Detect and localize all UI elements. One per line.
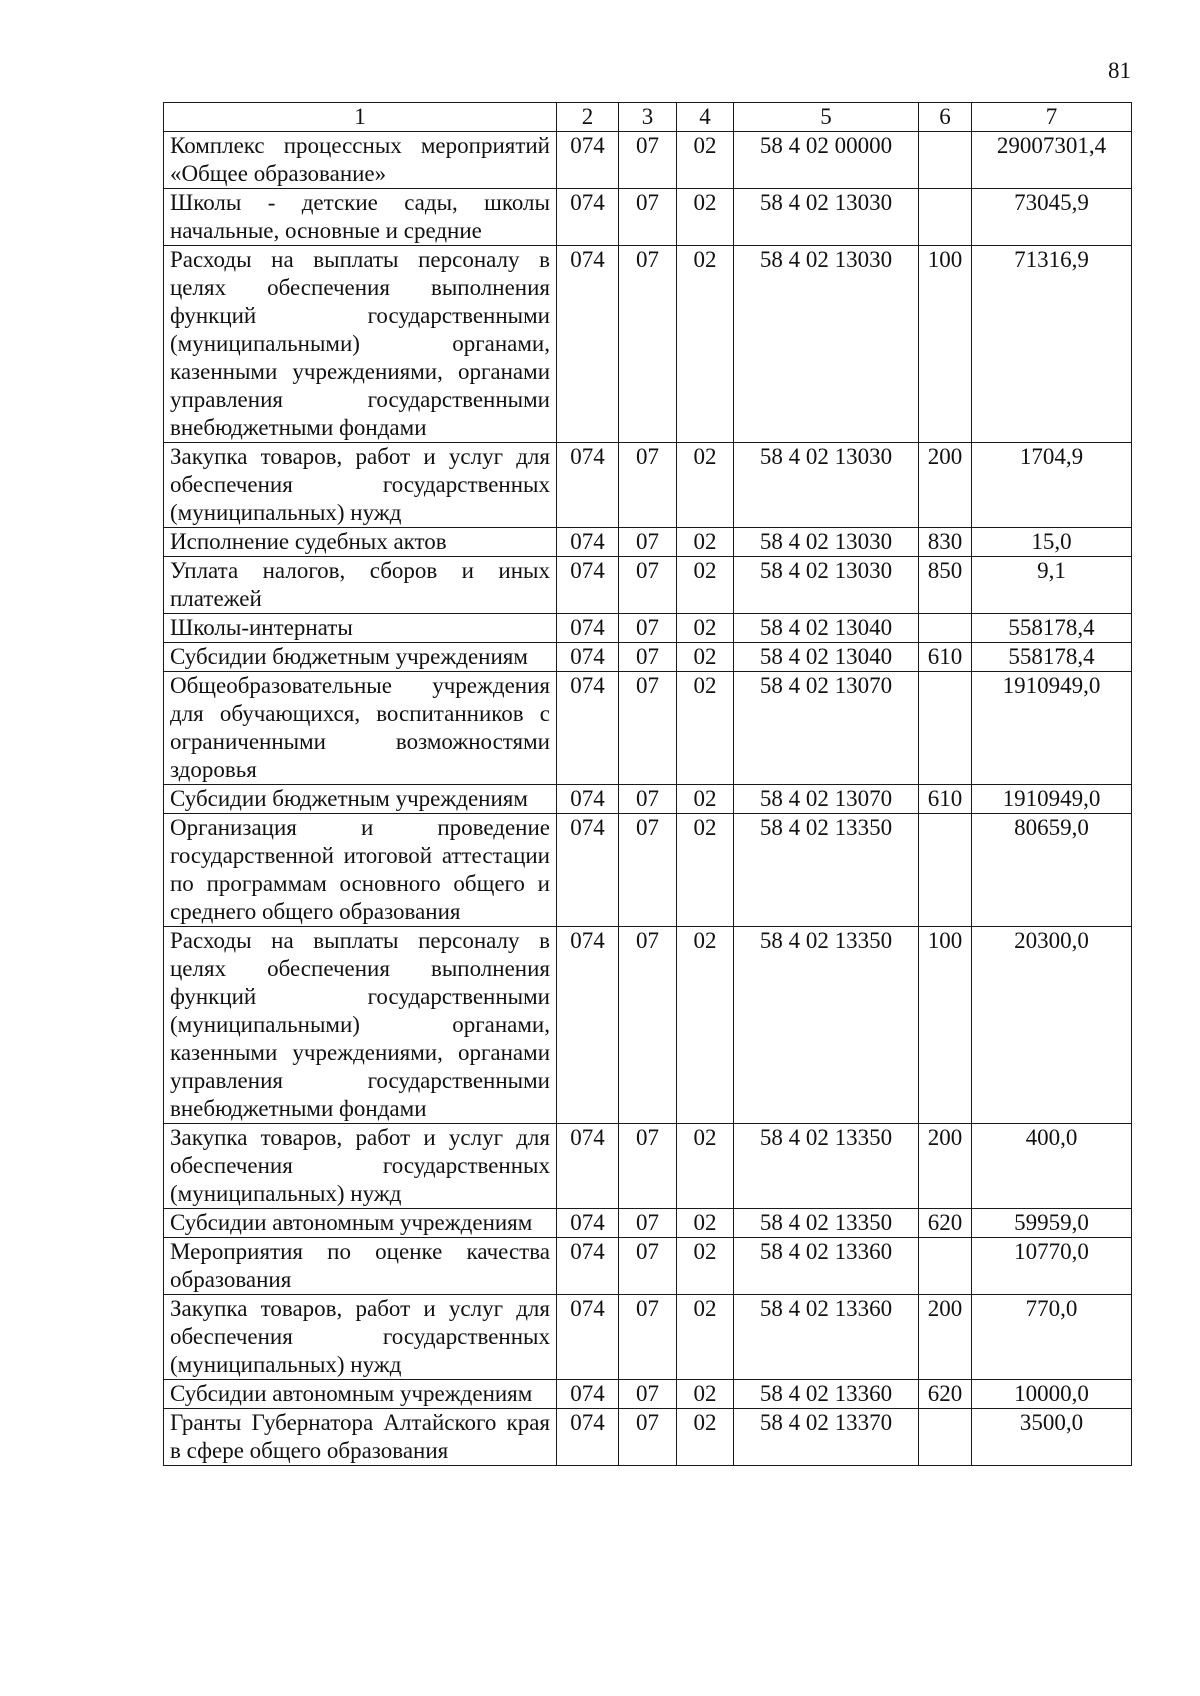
row-name-cell: Закупка товаров, работ и услуг для обеспечения государственных (муниципальных) нужд [164,1295,557,1380]
expense-type-cell: 850 [919,557,972,614]
table-row [164,927,1132,1124]
subsection-cell: 02 [677,1238,734,1295]
page-number: 81 [1108,58,1131,83]
expense-type-cell [919,189,972,246]
header-cell: 7 [972,103,1132,132]
admin-code-cell: 074 [557,643,619,672]
amount-cell: 3500,0 [972,1409,1132,1466]
target-article-cell: 58 4 02 13350 [734,814,919,927]
table-row [164,614,1132,643]
section-cell: 07 [619,246,677,443]
amount-cell: 71316,9 [972,246,1132,443]
section-cell: 07 [619,189,677,246]
subsection-cell: 02 [677,785,734,814]
admin-code-cell: 074 [557,443,619,528]
expense-type-cell [919,1409,972,1466]
admin-code-cell: 074 [557,246,619,443]
expense-type-cell: 620 [919,1209,972,1238]
table-row [164,643,1132,672]
row-name-cell: Исполнение судебных актов [164,528,557,557]
section-cell: 07 [619,643,677,672]
admin-code-cell: 074 [557,1238,619,1295]
expense-type-cell: 200 [919,1295,972,1380]
header-cell: 2 [557,103,619,132]
admin-code-cell: 074 [557,1380,619,1409]
target-article-cell: 58 4 02 13350 [734,927,919,1124]
section-cell: 07 [619,132,677,189]
amount-cell: 558178,4 [972,643,1132,672]
expense-type-cell [919,1238,972,1295]
row-name-cell: Закупка товаров, работ и услуг для обеспечения государственных (муниципальных) нужд [164,1124,557,1209]
admin-code-cell: 074 [557,1295,619,1380]
section-cell: 07 [619,1238,677,1295]
table-row [164,1409,1132,1466]
header-cell: 3 [619,103,677,132]
subsection-cell: 02 [677,643,734,672]
target-article-cell: 58 4 02 13070 [734,785,919,814]
admin-code-cell: 074 [557,189,619,246]
subsection-cell: 02 [677,1124,734,1209]
row-name-cell: Гранты Губернатора Алтайского края в сфере общего образования [164,1409,557,1466]
section-cell: 07 [619,557,677,614]
admin-code-cell: 074 [557,528,619,557]
expense-type-cell: 100 [919,927,972,1124]
expense-type-cell: 620 [919,1380,972,1409]
target-article-cell: 58 4 02 13370 [734,1409,919,1466]
amount-cell: 10000,0 [972,1380,1132,1409]
subsection-cell: 02 [677,672,734,785]
amount-cell: 558178,4 [972,614,1132,643]
subsection-cell: 02 [677,1295,734,1380]
subsection-cell: 02 [677,557,734,614]
section-cell: 07 [619,1409,677,1466]
table-row [164,1238,1132,1295]
row-name-cell: Общеобразовательные учреждения для обучающихся, воспитанников с ограниченными возможностями здоровья [164,672,557,785]
section-cell: 07 [619,1209,677,1238]
section-cell: 07 [619,528,677,557]
expense-type-cell: 100 [919,246,972,443]
row-name-cell: Субсидии бюджетным учреждениям [164,785,557,814]
table-body [164,132,1132,1466]
table-row [164,189,1132,246]
amount-cell: 80659,0 [972,814,1132,927]
subsection-cell: 02 [677,614,734,643]
subsection-cell: 02 [677,927,734,1124]
row-name-cell: Комплекс процессных мероприятий «Общее образование» [164,132,557,189]
row-name-cell: Субсидии бюджетным учреждениям [164,643,557,672]
table-row [164,1124,1132,1209]
expense-type-cell [919,132,972,189]
target-article-cell: 58 4 02 13070 [734,672,919,785]
expense-type-cell [919,672,972,785]
expense-type-cell [919,814,972,927]
section-cell: 07 [619,443,677,528]
subsection-cell: 02 [677,528,734,557]
header-cell: 5 [734,103,919,132]
subsection-cell: 02 [677,1409,734,1466]
subsection-cell: 02 [677,189,734,246]
admin-code-cell: 074 [557,672,619,785]
target-article-cell: 58 4 02 13030 [734,557,919,614]
table-row [164,1295,1132,1380]
row-name-cell: Мероприятия по оценке качества образования [164,1238,557,1295]
budget-table [163,102,1132,1466]
expense-type-cell: 200 [919,443,972,528]
section-cell: 07 [619,814,677,927]
admin-code-cell: 074 [557,614,619,643]
header-cell: 4 [677,103,734,132]
section-cell: 07 [619,614,677,643]
admin-code-cell: 074 [557,814,619,927]
target-article-cell: 58 4 02 13030 [734,528,919,557]
row-name-cell: Школы - детские сады, школы начальные, основные и средние [164,189,557,246]
section-cell: 07 [619,672,677,785]
target-article-cell: 58 4 02 13040 [734,643,919,672]
admin-code-cell: 074 [557,1124,619,1209]
amount-cell: 73045,9 [972,189,1132,246]
table-row [164,528,1132,557]
amount-cell: 400,0 [972,1124,1132,1209]
subsection-cell: 02 [677,132,734,189]
table-row [164,557,1132,614]
row-name-cell: Субсидии автономным учреждениям [164,1209,557,1238]
target-article-cell: 58 4 02 13350 [734,1124,919,1209]
section-cell: 07 [619,1380,677,1409]
expense-type-cell [919,614,972,643]
admin-code-cell: 074 [557,1409,619,1466]
expense-type-cell: 610 [919,643,972,672]
target-article-cell: 58 4 02 13030 [734,443,919,528]
table-row [164,814,1132,927]
expense-type-cell: 610 [919,785,972,814]
target-article-cell: 58 4 02 13030 [734,246,919,443]
section-cell: 07 [619,1124,677,1209]
subsection-cell: 02 [677,246,734,443]
table-row [164,443,1132,528]
admin-code-cell: 074 [557,927,619,1124]
subsection-cell: 02 [677,814,734,927]
table-row [164,1209,1132,1238]
header-row [164,103,1132,132]
amount-cell: 15,0 [972,528,1132,557]
target-article-cell: 58 4 02 13040 [734,614,919,643]
amount-cell: 1704,9 [972,443,1132,528]
amount-cell: 770,0 [972,1295,1132,1380]
target-article-cell: 58 4 02 13360 [734,1238,919,1295]
amount-cell: 20300,0 [972,927,1132,1124]
admin-code-cell: 074 [557,132,619,189]
target-article-cell: 58 4 02 13360 [734,1380,919,1409]
admin-code-cell: 074 [557,785,619,814]
subsection-cell: 02 [677,1380,734,1409]
section-cell: 07 [619,1295,677,1380]
row-name-cell: Уплата налогов, сборов и иных платежей [164,557,557,614]
header-cell: 1 [164,103,557,132]
table-row [164,132,1132,189]
amount-cell: 1910949,0 [972,672,1132,785]
amount-cell: 29007301,4 [972,132,1132,189]
target-article-cell: 58 4 02 00000 [734,132,919,189]
amount-cell: 59959,0 [972,1209,1132,1238]
table-row [164,1380,1132,1409]
row-name-cell: Расходы на выплаты персоналу в целях обеспечения выполнения функций государственными (муниципальными) органами, казенными учреждениями, органами управления государственными внебюджетными фондами [164,246,557,443]
expense-type-cell: 200 [919,1124,972,1209]
amount-cell: 9,1 [972,557,1132,614]
target-article-cell: 58 4 02 13360 [734,1295,919,1380]
subsection-cell: 02 [677,443,734,528]
admin-code-cell: 074 [557,557,619,614]
row-name-cell: Субсидии автономным учреждениям [164,1380,557,1409]
row-name-cell: Организация и проведение государственной итоговой аттестации по программам основного общего и среднего общего образования [164,814,557,927]
row-name-cell: Расходы на выплаты персоналу в целях обеспечения выполнения функций государственными (муниципальными) органами, казенными учреждениями, органами управления государственными внебюджетными фондами [164,927,557,1124]
table-row [164,672,1132,785]
admin-code-cell: 074 [557,1209,619,1238]
header-cell: 6 [919,103,972,132]
table-row [164,785,1132,814]
section-cell: 07 [619,927,677,1124]
table-row [164,246,1132,443]
amount-cell: 1910949,0 [972,785,1132,814]
row-name-cell: Закупка товаров, работ и услуг для обеспечения государственных (муниципальных) нужд [164,443,557,528]
target-article-cell: 58 4 02 13030 [734,189,919,246]
section-cell: 07 [619,785,677,814]
target-article-cell: 58 4 02 13350 [734,1209,919,1238]
expense-type-cell: 830 [919,528,972,557]
amount-cell: 10770,0 [972,1238,1132,1295]
subsection-cell: 02 [677,1209,734,1238]
row-name-cell: Школы-интернаты [164,614,557,643]
